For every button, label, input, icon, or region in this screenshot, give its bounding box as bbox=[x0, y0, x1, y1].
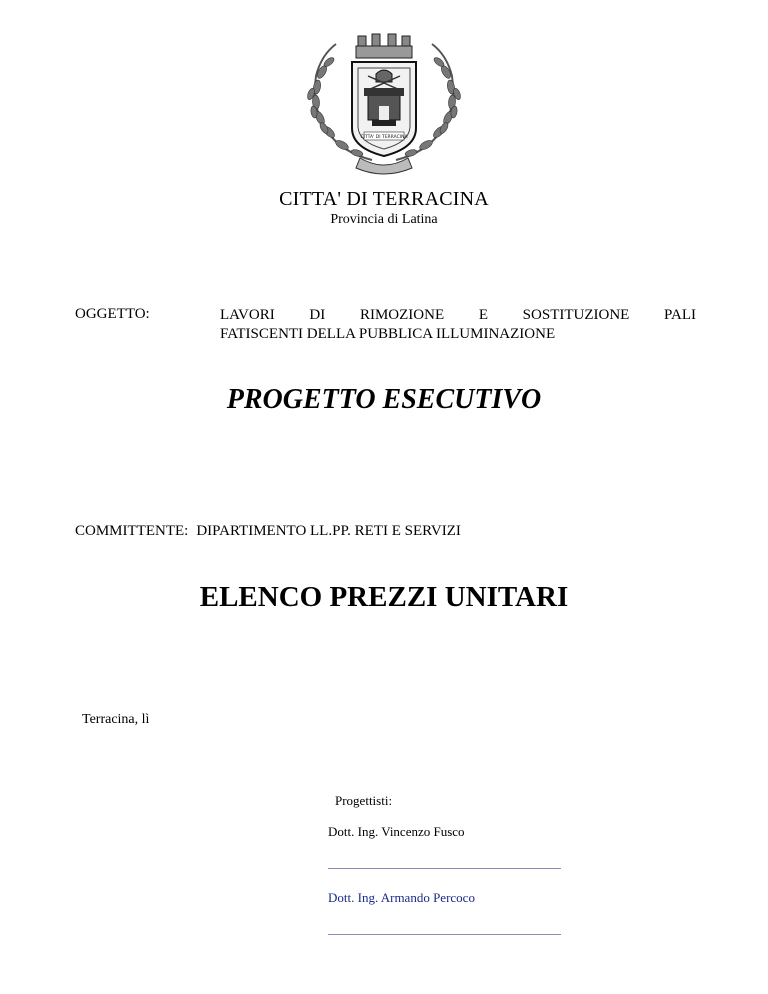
signature-line bbox=[328, 934, 561, 935]
subject-line-1: LAVORI DI RIMOZIONE E SOSTITUZIONE PALI bbox=[220, 307, 696, 323]
document-title: PROGETTO ESECUTIVO bbox=[226, 384, 542, 415]
designers-label: Progettisti: bbox=[335, 793, 393, 808]
place-date: Terracina, lì bbox=[82, 712, 150, 727]
signature-line bbox=[328, 868, 561, 869]
client-label: COMMITTENTE: bbox=[75, 523, 189, 539]
emblem-motto-text: CITTA' DI TERRACINA bbox=[360, 135, 408, 140]
province-name: Provincia di Latina bbox=[330, 212, 438, 227]
subject-text bbox=[220, 306, 696, 344]
designer-name: Dott. Ing. Armando Percoco bbox=[328, 890, 475, 905]
subject-line-2: FATISCENTI DELLA PUBBLICA ILLUMINAZIONE bbox=[220, 326, 556, 342]
client-row bbox=[75, 523, 461, 540]
designer-name: Dott. Ing. Vincenzo Fusco bbox=[328, 824, 465, 839]
client-value: DIPARTIMENTO LL.PP. RETI E SERVIZI bbox=[196, 523, 461, 539]
subject-label: OGGETTO: bbox=[75, 306, 150, 322]
section-title: ELENCO PREZZI UNITARI bbox=[199, 581, 569, 613]
coat-of-arms-icon bbox=[302, 32, 466, 182]
city-name: CITTA' DI TERRACINA bbox=[279, 188, 489, 210]
city-coat-of-arms bbox=[302, 32, 466, 182]
